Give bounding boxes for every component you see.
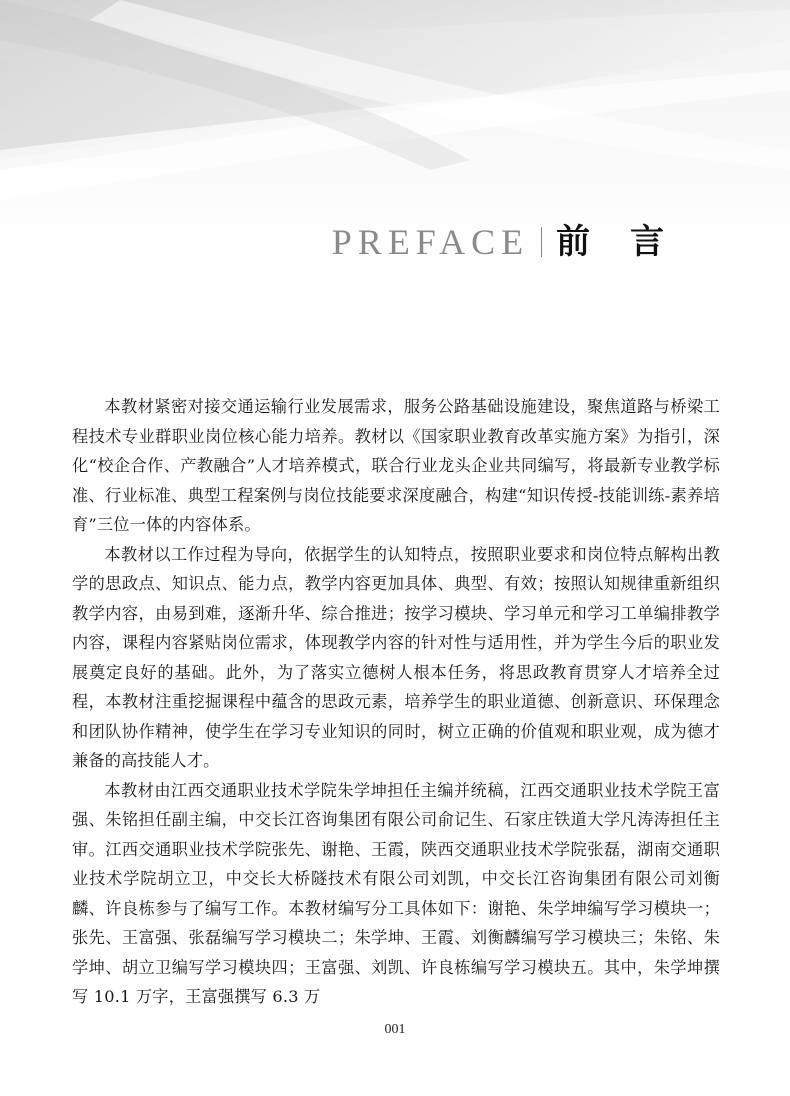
paragraph-2: 本教材以工作过程为导向，依据学生的认知特点，按照职业要求和岗位特点解构出教学的思政点、知识点、能力点，教学内容更加具体、典型、有效；按照认知规律重新组织教学内容，由易到难，逐渐升华、综合推进；按学习模块、学习单元和学习工单编排教学内容，课程内容紧贴岗位需求，体现教学内容的针对性与适用性，并为学生今后的职业发展奠定良好的基础。此外，为了落实立德树人根本任务，将思政教育贯穿人才培养全过程，本教材注重挖掘课程中蕴含的思政元素，培养学生的职业道德、创新意识、环保理念和团队协作精神，使学生在学习专业知识的同时，树立正确的价值观和职业观，成为德才兼备的高技能人才。: [72, 544, 720, 770]
page-heading: [332, 216, 678, 268]
preface-body: [72, 392, 720, 1012]
title-chinese: 前 言: [556, 222, 678, 262]
page-number: 001: [384, 1022, 406, 1037]
title-english: PREFACE: [331, 222, 530, 262]
title-divider: [541, 227, 542, 257]
paragraph-1: 本教材紧密对接交通运输行业发展需求，服务公路基础设施建设，聚焦道路与桥梁工程技术专业群职业岗位核心能力培养。教材以《国家职业教育改革实施方案》为指引，深化“校企合作、产教融合”人才培养模式，联合行业龙头企业共同编写，将最新专业教学标准、行业标准、典型工程案例与岗位技能要求深度融合，构建“知识传授-技能训练-素养培育”三位一体的内容体系。: [72, 397, 720, 534]
paragraph-3: 本教材由江西交通职业技术学院朱学坤担任主编并统稿，江西交通职业技术学院王富强、朱铭担任副主编，中交长江咨询集团有限公司俞记生、石家庄铁道大学凡涛涛担任主审。江西交通职业技术学院张先、谢艳、王霞，陕西交通职业技术学院张磊，湖南交通职业技术学院胡立卫，中交长大桥隧技术有限公司刘凯，中交长江咨询集团有限公司刘衡麟、许良栋参与了编写工作。本教材编写分工具体如下：谢艳、朱学坤编写学习模块一；张先、王富强、张磊编写学习模块二；朱学坤、王霞、刘衡麟编写学习模块三；朱铭、朱学坤、胡立卫编写学习模块四；王富强、刘凯、许良栋编写学习模块五。其中，朱学坤撰写 10.1 万字，王富强撰写 6.3 万: [72, 780, 720, 1006]
